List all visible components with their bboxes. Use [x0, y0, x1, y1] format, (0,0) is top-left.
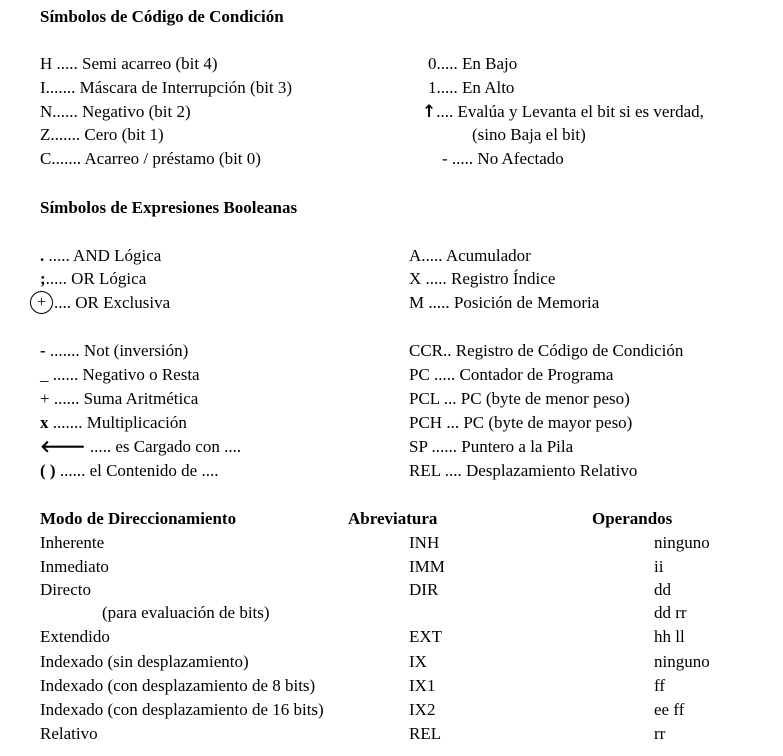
section-title-condition-codes: Símbolos de Código de Condición: [40, 7, 284, 26]
table-row-operands: ninguno: [654, 533, 710, 552]
table-row-abbr: IMM: [409, 557, 445, 576]
table-row-abbr: DIR: [409, 580, 439, 599]
table-row-mode: Inmediato: [40, 557, 109, 576]
table-header-operands: Operandos: [592, 509, 673, 528]
op-content-line: [40, 461, 218, 481]
table-row-mode: (para evaluación de bits): [102, 603, 270, 622]
cc-c-line: C....... Acarreo / préstamo (bit 0): [40, 149, 261, 168]
table-header-abbr: Abreviatura: [348, 509, 438, 528]
xor-circle-icon: [30, 291, 53, 314]
table-row-mode: Indexado (con desplazamiento de 16 bits): [40, 700, 324, 719]
content-symbol: ( ): [40, 461, 56, 480]
table-row-abbr: IX2: [409, 700, 436, 719]
table-row-operands: hh ll: [654, 627, 685, 646]
section-title-boolean: Símbolos de Expresiones Booleanas: [40, 198, 298, 217]
table-row-mode: Indexado (sin desplazamiento): [40, 652, 249, 671]
op-neg-line: [40, 365, 200, 385]
table-row-operands: ff: [654, 676, 666, 695]
bool-or-line: [40, 269, 146, 289]
table-row-operands: ii: [654, 557, 664, 576]
table-row-abbr: IX1: [409, 676, 436, 695]
arrow-left-icon: 🡐: [40, 437, 86, 457]
mul-symbol: x: [40, 413, 49, 432]
table-row-operands: dd rr: [654, 603, 687, 622]
arrow-up-icon: ↑: [422, 102, 437, 122]
table-row-abbr: EXT: [409, 627, 443, 646]
cc-test-set-text: .... Evalúa y Levanta el bit si es verdad,: [436, 102, 704, 121]
table-row-mode: Directo: [40, 580, 91, 599]
cc-h-line: H ..... Semi acarreo (bit 4): [40, 54, 218, 73]
cc-z-line: Z....... Cero (bit 1): [40, 125, 164, 144]
reg-m-line: M ..... Posición de Memoria: [409, 293, 600, 312]
table-row-mode: Inherente: [40, 533, 105, 552]
reg-x-line: X ..... Registro Índice: [409, 269, 556, 288]
or-text: ..... OR Lógica: [45, 269, 147, 288]
xor-symbol: +: [36, 294, 47, 311]
add-text: ...... Suma Aritmética: [49, 389, 199, 408]
reg-pc-line: PC ..... Contador de Programa: [409, 365, 614, 384]
and-symbol: .: [40, 246, 45, 265]
reg-rel-line: REL .... Desplazamiento Relativo: [409, 461, 638, 480]
cc-i-line: I....... Máscara de Interrupción (bit 3): [40, 78, 293, 97]
op-add-line: [40, 389, 198, 409]
cc-test-set-line: [422, 102, 704, 122]
table-row-abbr: REL: [409, 724, 442, 743]
reg-pch-line: PCH ... PC (byte de mayor peso): [409, 413, 633, 432]
or-symbol: ;: [40, 269, 46, 288]
and-text: ..... AND Lógica: [44, 246, 162, 265]
op-load-line: [40, 437, 241, 457]
neg-text: ...... Negativo o Resta: [48, 365, 200, 384]
not-symbol: -: [40, 341, 46, 360]
table-row-operands: ee ff: [654, 700, 685, 719]
neg-symbol: _: [40, 365, 49, 384]
cc-high-line: 1..... En Alto: [428, 78, 515, 97]
reg-ccr-line: CCR.. Registro de Código de Condición: [409, 341, 684, 360]
cc-unaffected-line: - ..... No Afectado: [442, 149, 564, 168]
table-header-mode: Modo de Direccionamiento: [40, 509, 237, 528]
not-text: ....... Not (inversión): [45, 341, 189, 360]
cc-n-line: N...... Negativo (bit 2): [40, 102, 191, 121]
table-row-abbr: INH: [409, 533, 440, 552]
table-row-mode: Extendido: [40, 627, 110, 646]
reg-sp-line: SP ...... Puntero a la Pila: [409, 437, 574, 456]
add-symbol: +: [40, 389, 50, 408]
table-row-mode: Relativo: [40, 724, 98, 743]
mul-text: ....... Multiplicación: [48, 413, 187, 432]
table-row-operands: rr: [654, 724, 666, 743]
load-text: ..... es Cargado con ....: [85, 437, 242, 456]
reg-pcl-line: PCL ... PC (byte de menor peso): [409, 389, 630, 408]
content-text: ...... el Contenido de ....: [55, 461, 219, 480]
reg-a-line: A..... Acumulador: [409, 246, 531, 265]
cc-low-line: 0..... En Bajo: [428, 54, 518, 73]
table-row-operands: ninguno: [654, 652, 710, 671]
bool-and-line: [40, 246, 161, 266]
op-mul-line: [40, 413, 187, 433]
table-row-mode: Indexado (con desplazamiento de 8 bits): [40, 676, 316, 695]
bool-xor-text: .... OR Exclusiva: [54, 293, 171, 312]
table-row-abbr: IX: [409, 652, 427, 671]
table-row-operands: dd: [654, 580, 671, 599]
op-not-line: [40, 341, 188, 361]
cc-test-set-note: (sino Baja el bit): [472, 125, 586, 144]
